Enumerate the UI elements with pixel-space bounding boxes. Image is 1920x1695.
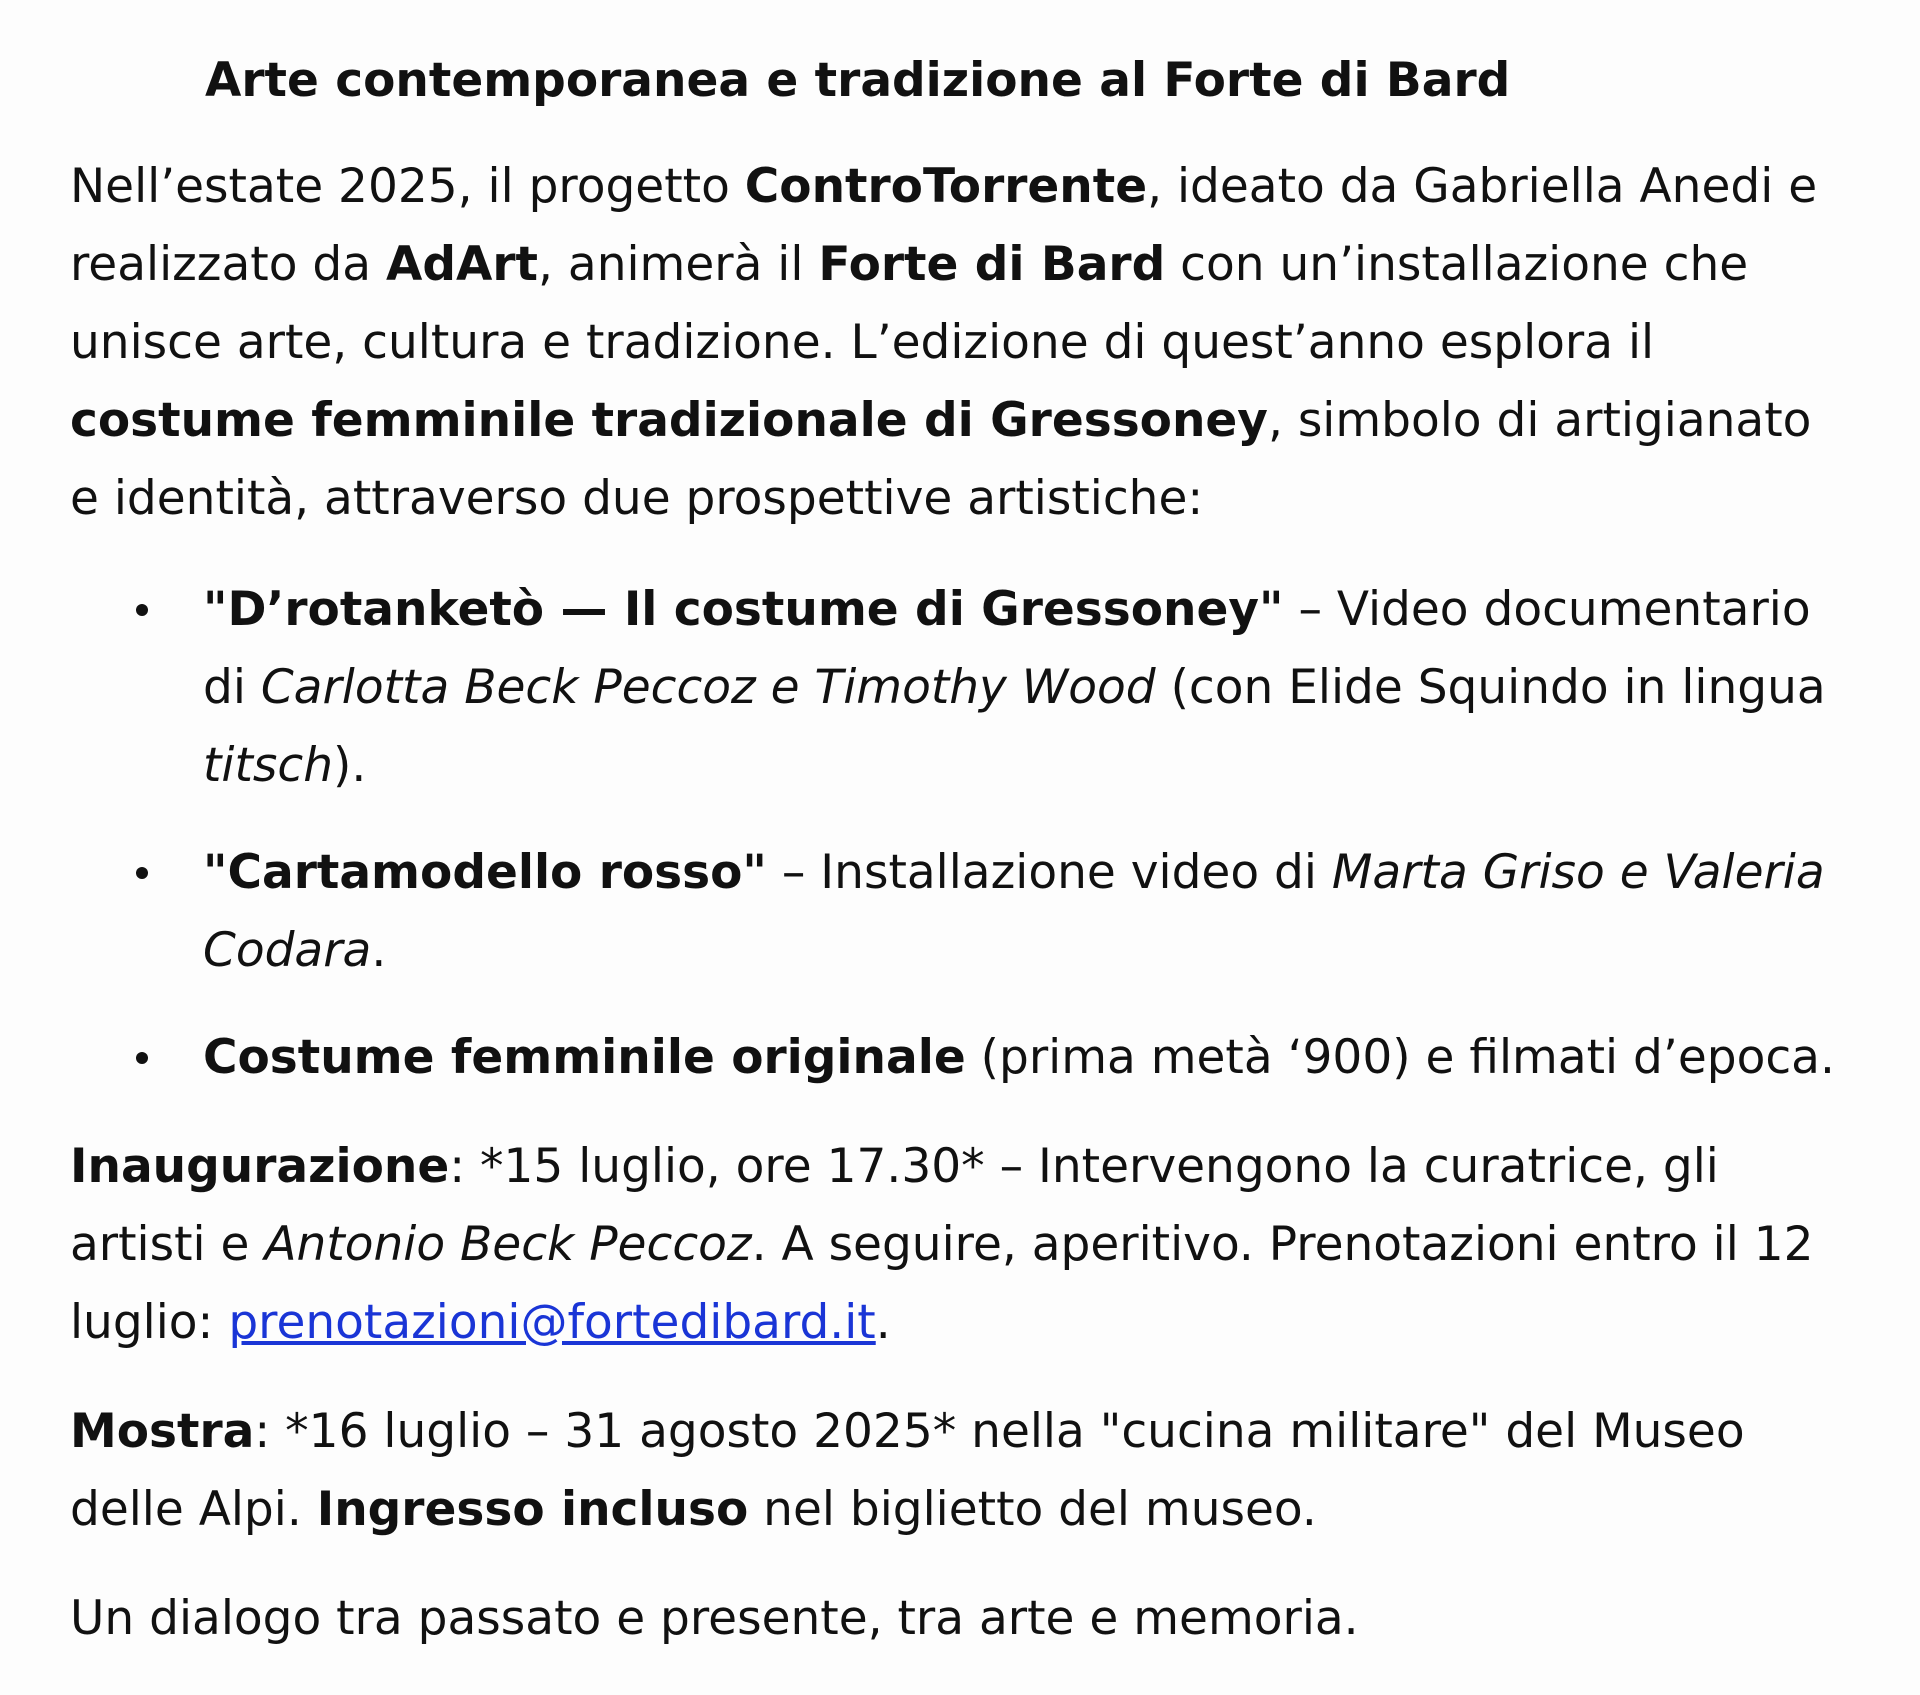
- inauguration-label: Inaugurazione: [70, 1139, 450, 1194]
- work-text: ).: [333, 738, 367, 793]
- speaker-name: Antonio Beck Peccoz: [264, 1217, 752, 1272]
- work-text: .: [371, 923, 387, 978]
- work-authors: Marta Griso e Valeria Codara: [203, 845, 1825, 978]
- intro-text-4: con un’installazione che unisce arte, cultura e tradizione. L’edizione di quest’anno esplora il: [70, 237, 1749, 370]
- venue-name: Forte di Bard: [818, 237, 1166, 292]
- intro-text-2: , ideato da Gabriella Anedi e realizzato da: [70, 159, 1818, 292]
- work-language: titsch: [203, 738, 334, 793]
- inauguration-text-1: : *15 luglio, ore 17.30* – Intervengono la curatrice, gli artisti e: [70, 1139, 1719, 1272]
- project-name: ControTorrente: [744, 159, 1148, 214]
- work-title: Costume femminile originale: [203, 1030, 966, 1085]
- bullet-icon: [136, 604, 148, 616]
- admission-note: Ingresso incluso: [316, 1482, 749, 1537]
- list-item: [0, 834, 1853, 990]
- booking-email-link[interactable]: prenotazioni@fortedibard.it: [228, 1295, 876, 1350]
- work-title: "Cartamodello rosso": [203, 845, 767, 900]
- work-text: (prima metà ‘900) e filmati d’epoca.: [965, 1030, 1835, 1085]
- inauguration-text-2: . A seguire, aperitivo. Prenotazioni entro il 12 luglio:: [70, 1217, 1814, 1350]
- list-item: [0, 571, 1853, 805]
- costume-subject: costume femminile tradizionale di Gressoney: [70, 393, 1268, 448]
- list-item: [0, 1019, 1853, 1097]
- work-text: – Installazione video di: [766, 845, 1332, 900]
- bullet-icon: [136, 867, 148, 879]
- exhibition-text-2: nel biglietto del museo.: [748, 1482, 1317, 1537]
- exhibition-text-1: : *16 luglio – 31 agosto 2025* nella "cucina militare" del Museo delle Alpi.: [70, 1404, 1745, 1537]
- work-title: "D’rotanketò — Il costume di Gressoney": [203, 582, 1284, 637]
- work-text: (con Elide Squindo in lingua: [1155, 660, 1826, 715]
- closing-line: Un dialogo tra passato e presente, tra arte e memoria.: [70, 1591, 1359, 1646]
- intro-paragraph: [70, 148, 1850, 538]
- work-authors: Carlotta Beck Peccoz e Timothy Wood: [260, 660, 1156, 715]
- intro-text-3: , animerà il: [538, 237, 819, 292]
- works-list: [0, 571, 1920, 1097]
- exhibition-paragraph: [70, 1393, 1850, 1549]
- producer-name: AdArt: [385, 237, 539, 292]
- page-title: Arte contemporanea e tradizione al Forte di Bard: [205, 53, 1511, 108]
- bullet-icon: [136, 1052, 148, 1064]
- work-text: – Video documentario di: [203, 582, 1811, 715]
- exhibition-label: Mostra: [70, 1404, 255, 1459]
- intro-text-1: Nell’estate 2025, il progetto: [70, 159, 745, 214]
- intro-text-5: , simbolo di artigianato e identità, attraverso due prospettive artistiche:: [70, 393, 1812, 526]
- inauguration-text-3: .: [875, 1295, 891, 1350]
- inauguration-paragraph: [70, 1128, 1850, 1362]
